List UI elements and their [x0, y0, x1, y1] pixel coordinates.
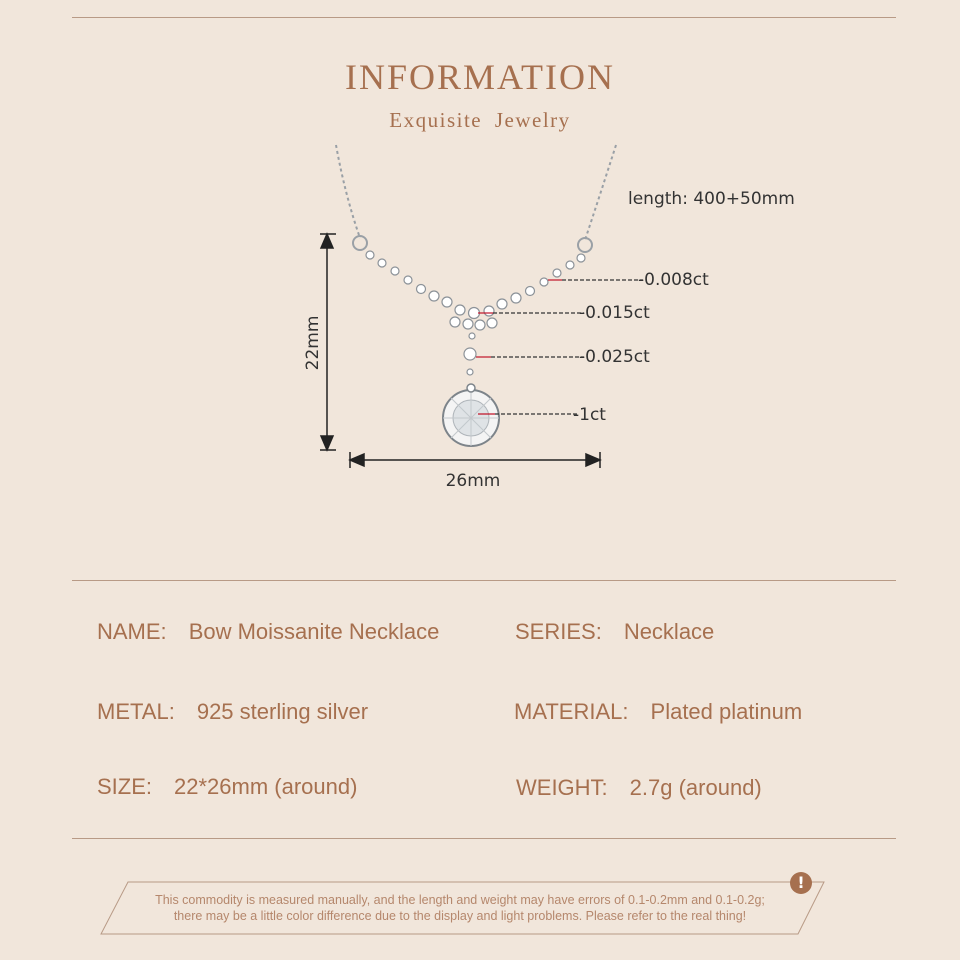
- measurement-notice: [100, 873, 820, 934]
- spec-series-label: SERIES:: [515, 619, 602, 644]
- width-dimension: [350, 452, 600, 468]
- spec-material: [514, 699, 802, 725]
- page-subtitle: Exquisite Jewelry: [389, 108, 571, 132]
- page-title: INFORMATION: [344, 57, 615, 97]
- exclamation-icon: !: [790, 872, 812, 894]
- spec-name-label: NAME:: [97, 619, 167, 644]
- spec-material-value: Plated platinum: [650, 699, 803, 724]
- height-label: 22mm: [303, 315, 323, 371]
- width-label: 26mm: [445, 471, 501, 491]
- spec-name-value: Bow Moissanite Necklace: [188, 619, 440, 644]
- specs-bottom-divider: [72, 838, 896, 839]
- spec-size: [97, 774, 357, 800]
- spec-material-label: MATERIAL:: [514, 699, 629, 724]
- spec-series-value: Necklace: [623, 619, 715, 644]
- spec-weight-label: WEIGHT:: [516, 775, 608, 800]
- spec-weight-value: 2.7g (around): [629, 775, 762, 800]
- length-label: length: 400+50mm: [628, 189, 795, 209]
- spec-metal-value: 925 sterling silver: [196, 699, 369, 724]
- spec-metal-label: METAL:: [97, 699, 175, 724]
- moissanite-pendant: [443, 384, 499, 446]
- spec-metal: [97, 699, 368, 725]
- carat-label-1ct: -1ct: [573, 405, 606, 425]
- carat-label-0008: -0.008ct: [638, 270, 709, 290]
- notice-line-1: This commodity is measured manually, and the length and weight may have errors of 0.1-0.2mm and 0.1-0.2g;: [155, 893, 765, 907]
- carat-label-0015: -0.015ct: [579, 303, 650, 323]
- carat-label-0025: -0.025ct: [579, 347, 650, 367]
- spec-name: [97, 619, 439, 645]
- spec-size-value: 22*26mm (around): [174, 774, 358, 799]
- spec-weight: [516, 775, 762, 801]
- notice-text: [100, 892, 820, 924]
- spec-size-label: SIZE:: [97, 774, 153, 799]
- notice-line-2: there may be a little color difference due to the display and light problems. Please refer to the real thing!: [173, 909, 747, 923]
- specs-top-divider: [72, 580, 896, 581]
- necklace-chain: [336, 145, 616, 252]
- spec-series: [515, 619, 714, 645]
